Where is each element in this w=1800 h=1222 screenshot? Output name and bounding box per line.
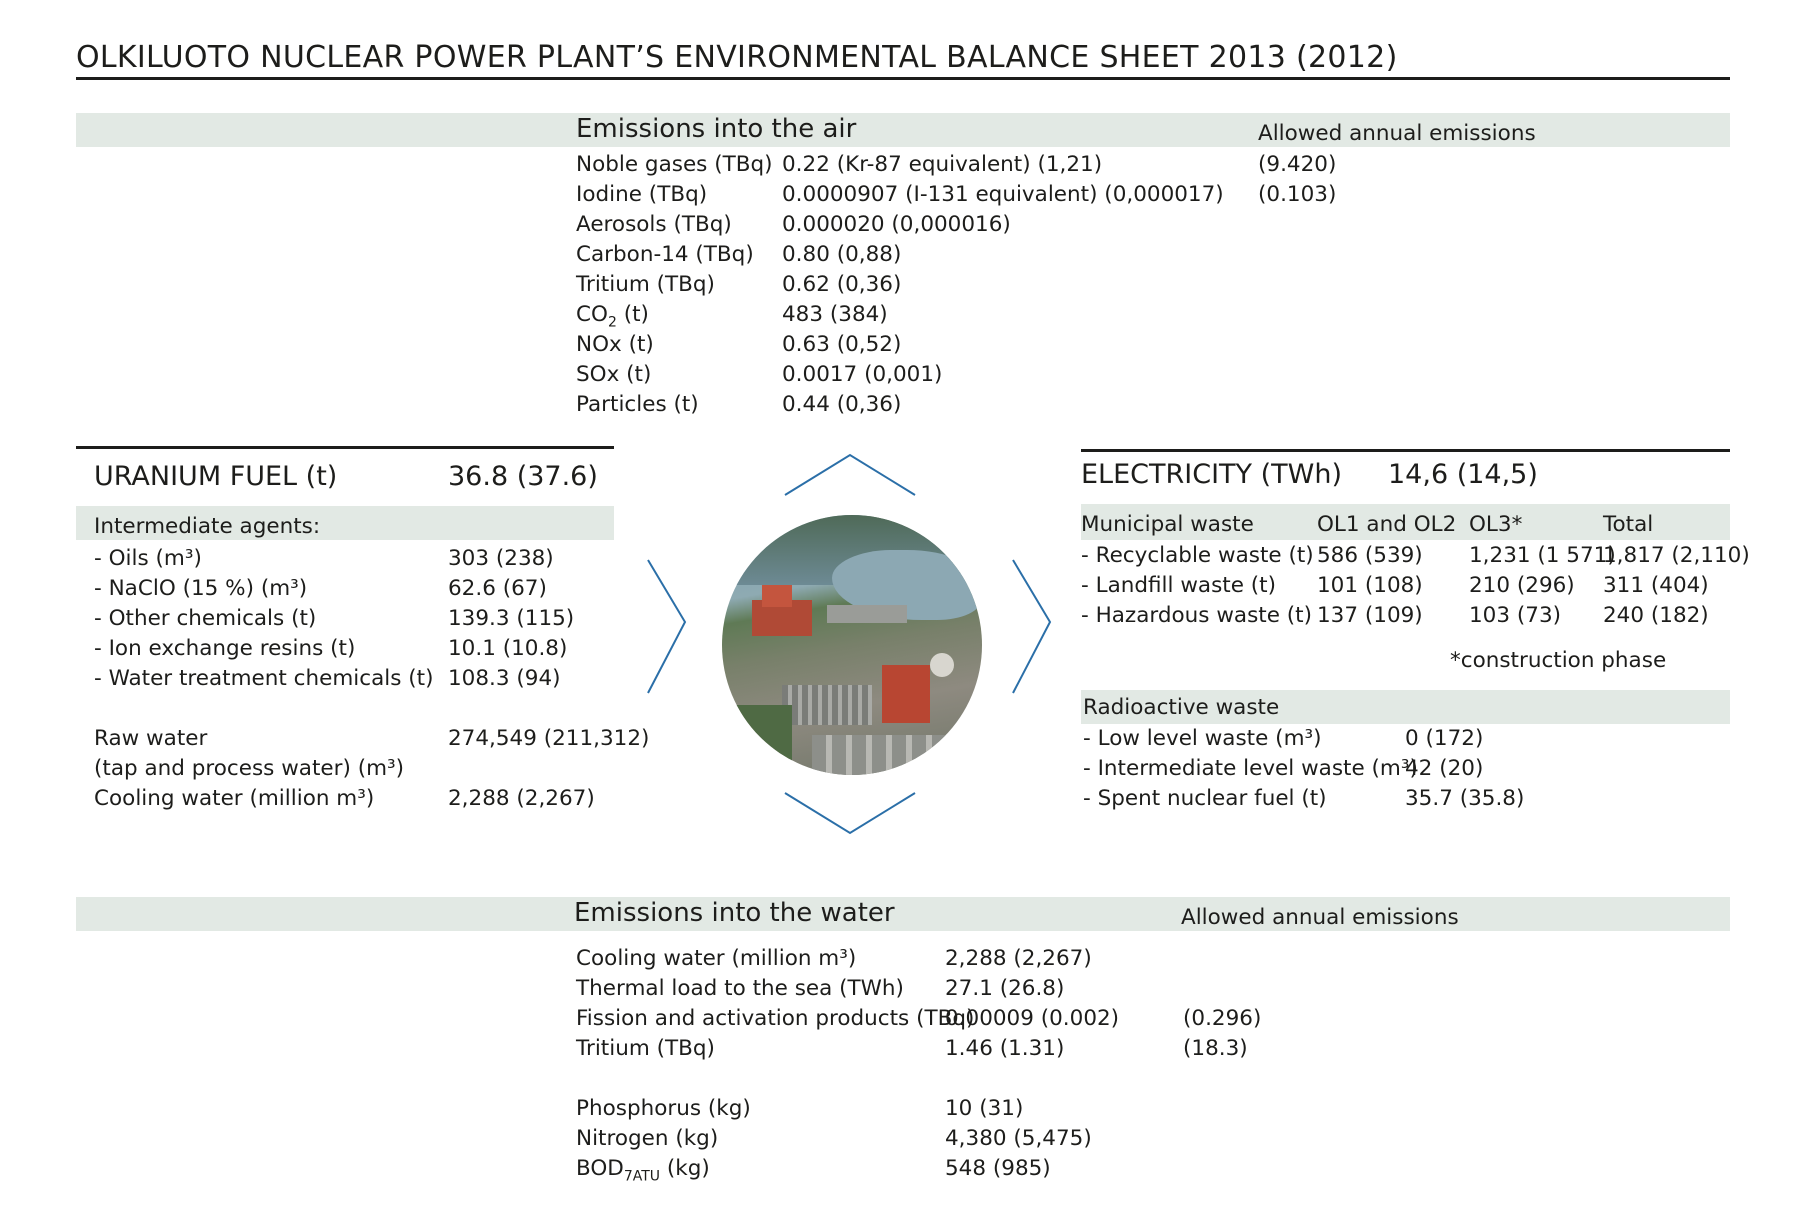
radioactive-label: - Intermediate level waste (m³) [1083,756,1418,781]
plant-aerial-photo [722,515,982,775]
municipal-cell: - Landfill waste (t) [1081,573,1277,598]
title-rule [76,77,1730,80]
water-label: Cooling water (million m³) [576,946,857,971]
water-allowed: (0.296) [1183,1006,1262,1031]
agent-value: 139.3 (115) [448,606,575,631]
municipal-header: Total [1603,512,1654,537]
radioactive-heading: Radioactive waste [1083,695,1280,720]
water-value: 10 (31) [945,1096,1024,1121]
air-value: 0.62 (0,36) [782,272,902,297]
air-allowed: (0.103) [1258,182,1337,207]
cooling-water-label: Cooling water (million m³) [94,786,375,811]
municipal-cell: 240 (182) [1603,603,1709,628]
water-value: 2,288 (2,267) [945,946,1092,971]
agent-label: - NaClO (15 %) (m³) [94,576,308,601]
air-label: Iodine (TBq) [576,182,708,207]
air-label: Carbon-14 (TBq) [576,242,754,267]
water-label: Phosphorus (kg) [576,1096,751,1121]
air-value: 483 (384) [782,302,888,327]
municipal-cell: 586 (539) [1317,543,1423,568]
agent-value: 10.1 (10.8) [448,636,568,661]
air-label: Noble gases (TBq) [576,152,773,177]
water-band [76,897,1730,931]
water-label: Tritium (TBq) [576,1036,715,1061]
agent-label: - Oils (m³) [94,546,202,571]
air-allowed-heading: Allowed annual emissions [1258,121,1536,146]
agent-label: - Ion exchange resins (t) [94,636,356,661]
air-value: 0.0017 (0,001) [782,362,943,387]
air-label: Tritium (TBq) [576,272,715,297]
agents-heading: Intermediate agents: [94,514,321,539]
agent-label: - Water treatment chemicals (t) [94,666,434,691]
arrow-right-chevron-icon [1013,560,1050,693]
municipal-cell: 1,231 (1 571) [1469,543,1616,568]
water-value: 1.46 (1.31) [945,1036,1065,1061]
municipal-cell: 311 (404) [1603,573,1709,598]
water-label-bod: $BOD_{7ATU}$ (kg) [576,1156,710,1185]
radioactive-value: 0 (172) [1405,726,1484,751]
air-value: 0.0000907 (I-131 equivalent) (0,000017) [782,182,1224,207]
raw-water-label: Raw water [94,726,208,751]
arrow-up-chevron-icon [785,455,915,495]
water-value: 548 (985) [945,1156,1051,1181]
municipal-cell: 137 (109) [1317,603,1423,628]
agent-value: 62.6 (67) [448,576,547,601]
air-value: 0.44 (0,36) [782,392,902,417]
air-value: 0.22 (Kr-87 equivalent) (1,21) [782,152,1103,177]
air-allowed: (9.420) [1258,152,1337,177]
municipal-cell: 101 (108) [1317,573,1423,598]
page-title: OLKILUOTO NUCLEAR POWER PLANT’S ENVIRONMENTAL BALANCE SHEET 2013 (2012) [76,40,1398,75]
air-value: 0.80 (0,88) [782,242,902,267]
radioactive-label: - Low level waste (m³) [1083,726,1322,751]
uranium-rule [76,446,614,449]
air-label: NOx (t) [576,332,654,357]
municipal-cell: 103 (73) [1469,603,1562,628]
municipal-cell: - Recyclable waste (t) [1081,543,1314,568]
cooling-water-value: 2,288 (2,267) [448,786,595,811]
agent-value: 303 (238) [448,546,554,571]
agent-value: 108.3 (94) [448,666,561,691]
arrow-down-chevron-icon [785,793,915,833]
air-label: Aerosols (TBq) [576,212,732,237]
water-label: Nitrogen (kg) [576,1126,719,1151]
air-label-co2: $CO_2$ (t) [576,302,649,331]
radioactive-label: - Spent nuclear fuel (t) [1083,786,1327,811]
water-value: 4,380 (5,475) [945,1126,1092,1151]
water-heading: Emissions into the water [574,898,895,928]
municipal-cell: - Hazardous waste (t) [1081,603,1312,628]
water-label: Fission and activation products (TBq) [576,1006,975,1031]
electricity-rule [1081,449,1730,452]
construction-footnote: *construction phase [1450,648,1667,673]
uranium-heading-value: 36.8 (37.6) [448,461,598,492]
radioactive-value: 35.7 (35.8) [1405,786,1525,811]
water-value: 0.00009 (0.002) [945,1006,1120,1031]
radioactive-value: 42 (20) [1405,756,1484,781]
raw-water-value: 274,549 (211,312) [448,726,650,751]
municipal-cell: 1,817 (2,110) [1603,543,1750,568]
air-label: Particles (t) [576,392,699,417]
water-allowed: (18.3) [1183,1036,1248,1061]
air-heading: Emissions into the air [576,114,857,144]
air-value: 0.63 (0,52) [782,332,902,357]
electricity-heading-value: 14,6 (14,5) [1388,459,1538,490]
municipal-header: OL3* [1469,512,1523,537]
municipal-header: OL1 and OL2 [1317,512,1457,537]
agent-label: - Other chemicals (t) [94,606,317,631]
arrow-left-chevron-icon [648,560,685,693]
electricity-heading: ELECTRICITY (TWh) [1081,459,1342,490]
air-label: SOx (t) [576,362,652,387]
water-allowed-heading: Allowed annual emissions [1181,905,1459,930]
water-value: 27.1 (26.8) [945,976,1065,1001]
air-value: 0.000020 (0,000016) [782,212,1011,237]
raw-water-label-2: (tap and process water) (m³) [94,756,405,781]
municipal-header: Municipal waste [1081,512,1254,537]
uranium-heading: URANIUM FUEL (t) [94,461,338,492]
water-label: Thermal load to the sea (TWh) [576,976,904,1001]
municipal-cell: 210 (296) [1469,573,1575,598]
